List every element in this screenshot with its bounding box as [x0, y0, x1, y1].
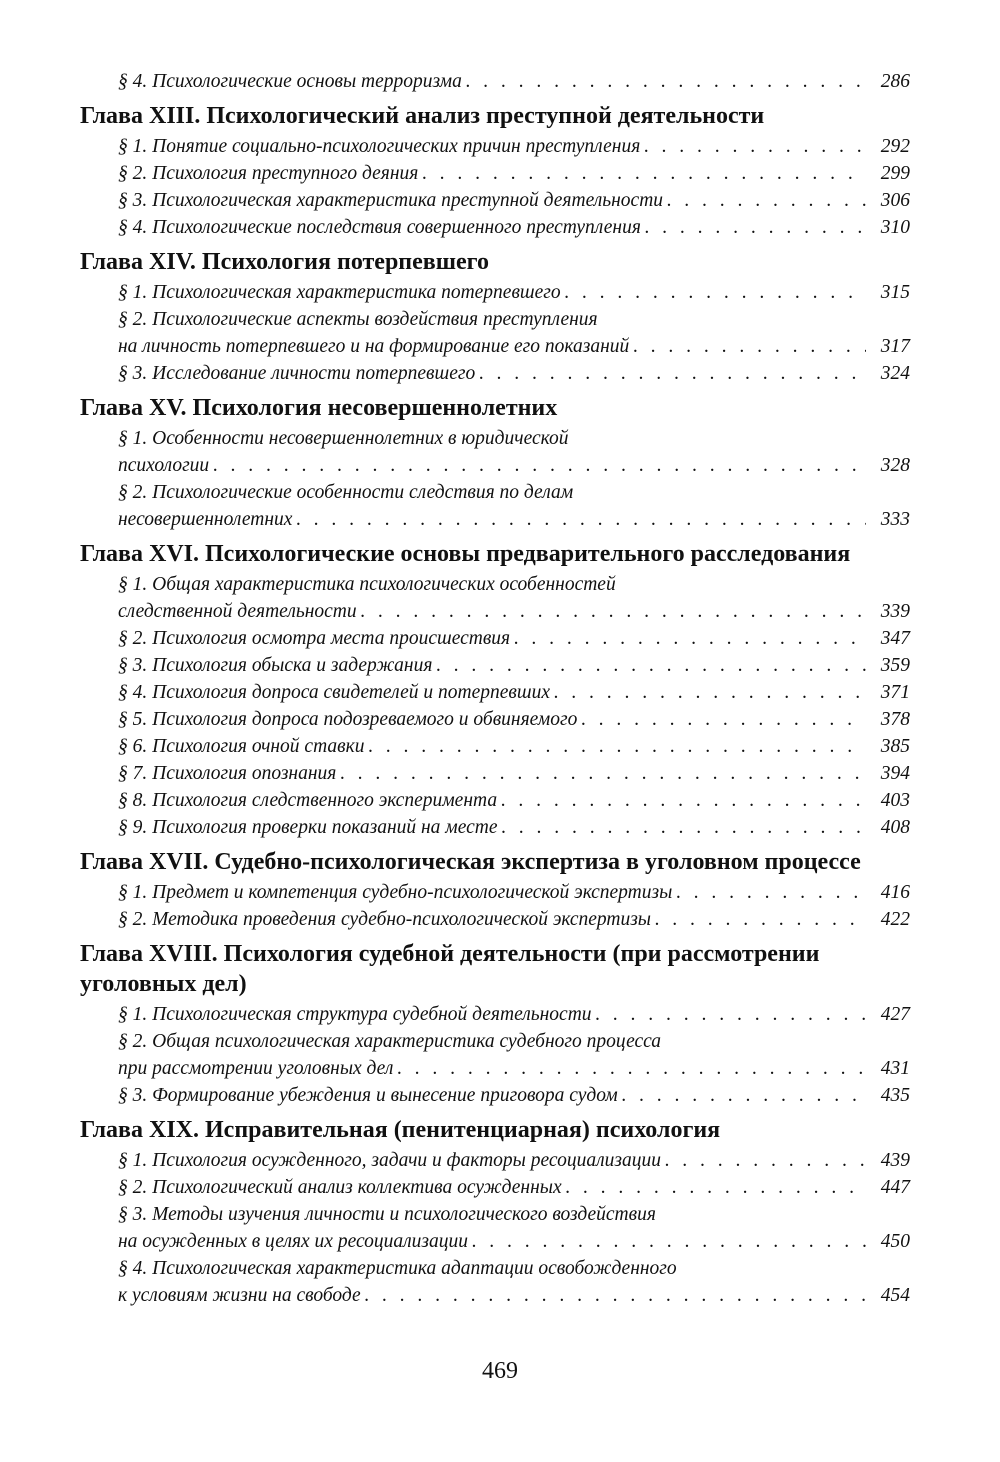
toc-entry-title: § 4. Психологические последствия совершенного преступления [118, 217, 641, 238]
toc-page-number: 299 [880, 163, 910, 184]
dot-leader [213, 452, 866, 479]
dot-leader [397, 1055, 866, 1082]
dot-leader [466, 68, 866, 95]
dot-leader [472, 1228, 866, 1255]
chapter-heading: Глава XIV. Психология потерпевшего [80, 249, 489, 275]
toc-entry [118, 187, 910, 214]
toc-page-number: 315 [880, 282, 910, 303]
toc-page-number: 306 [880, 190, 910, 211]
dot-leader [436, 652, 866, 679]
toc-entry [118, 160, 910, 187]
chapter-heading: Глава XVIII. Психология судебной деятельности (при рассмотрении уголовных дел) [80, 941, 820, 997]
toc-entry-title: следственной деятельности [118, 601, 357, 622]
dot-leader [644, 133, 866, 160]
toc-entry-title: § 3. Формирование убеждения и вынесение приговора судом [118, 1085, 618, 1106]
dot-leader [479, 360, 866, 387]
dot-leader [676, 879, 866, 906]
toc-page-number: 450 [880, 1231, 910, 1252]
toc-entry [118, 1082, 910, 1109]
toc-entry-title: § 1. Психологическая характеристика потерпевшего [118, 282, 561, 303]
toc-entry-title-line: § 2. Психологические особенности следствия по делам [118, 482, 574, 503]
toc-page-number: 408 [880, 817, 910, 838]
toc-entry [118, 1001, 910, 1028]
toc-entry-title: § 3. Психологическая характеристика преступной деятельности [118, 190, 664, 211]
toc-entry [118, 706, 910, 733]
toc-page-number: 310 [880, 217, 910, 238]
toc-entry [118, 652, 910, 679]
toc-entry-title: § 1. Психологическая структура судебной деятельности [118, 1004, 592, 1025]
chapter-heading: Глава XVI. Психологические основы предварительного расследования [80, 541, 851, 567]
toc-entry [118, 814, 910, 841]
toc-entry-title: несовершеннолетних [118, 509, 293, 530]
toc-page-number: 422 [880, 909, 910, 930]
toc-entry-title: психологии [118, 455, 210, 476]
toc-entry-title: при рассмотрении уголовных дел [118, 1058, 394, 1079]
toc-entry-title: на личность потерпевшего и на формирование его показаний [118, 336, 630, 357]
toc-entry [118, 214, 910, 241]
toc-entry-title: § 1. Понятие социально-психологических причин преступления [118, 136, 641, 157]
toc-entry-title-line: § 3. Методы изучения личности и психологического воздействия [118, 1204, 656, 1225]
toc-entry-title: § 2. Методика проведения судебно-психологической экспертизы [118, 909, 652, 930]
toc-page-number: 378 [880, 709, 910, 730]
chapter-heading: Глава XV. Психология несовершеннолетних [80, 395, 558, 421]
toc-page-number: 439 [880, 1150, 910, 1171]
toc-page-number: 339 [880, 601, 910, 622]
dot-leader [501, 787, 866, 814]
toc-entry-title-line: § 1. Особенности несовершеннолетних в юридической [118, 428, 569, 449]
dot-leader [296, 506, 866, 533]
toc-entry [118, 571, 910, 625]
toc-entry-title-line: § 4. Психологическая характеристика адаптации освобожденного [118, 1258, 677, 1279]
toc-entry-title: к условиям жизни на свободе [118, 1285, 361, 1306]
toc-entry-title: § 2. Психологический анализ коллектива осужденных [118, 1177, 562, 1198]
dot-leader [581, 706, 866, 733]
dot-leader [667, 187, 866, 214]
toc-entry-title: § 5. Психология допроса подозреваемого и обвиняемого [118, 709, 578, 730]
dot-leader [514, 625, 866, 652]
toc-entry-title: § 9. Психология проверки показаний на месте [118, 817, 498, 838]
toc-entry-title: на осужденных в целях их ресоциализации [118, 1231, 469, 1252]
dot-leader [633, 333, 866, 360]
toc-entry [118, 760, 910, 787]
toc-entry-title-line: § 2. Общая психологическая характеристика судебного процесса [118, 1031, 662, 1052]
dot-leader [502, 814, 866, 841]
toc-page-number: 371 [880, 682, 910, 703]
table-of-contents [80, 68, 910, 1309]
toc-page-number: 347 [880, 628, 910, 649]
toc-entry-title: § 3. Исследование личности потерпевшего [118, 363, 476, 384]
toc-entry [118, 360, 910, 387]
chapter-heading: Глава XVII. Судебно-психологическая экспертиза в уголовном процессе [80, 849, 861, 875]
toc-entry [118, 1174, 910, 1201]
toc-page-number: 292 [880, 136, 910, 157]
toc-entry-title: § 4. Психология допроса свидетелей и потерпевших [118, 682, 550, 703]
toc-entry-title: § 2. Психология преступного деяния [118, 163, 419, 184]
toc-entry [118, 787, 910, 814]
toc-entry-title: § 1. Предмет и компетенция судебно-психологической экспертизы [118, 882, 673, 903]
toc-entry [118, 1255, 910, 1309]
toc-page-number: 359 [880, 655, 910, 676]
toc-page-number: 328 [880, 455, 910, 476]
toc-page-number: 394 [880, 763, 910, 784]
toc-entry-title-line: § 1. Общая характеристика психологических особенностей [118, 574, 616, 595]
toc-entry [118, 425, 910, 479]
dot-leader [566, 1174, 866, 1201]
toc-page-number: 435 [880, 1085, 910, 1106]
toc-entry [118, 479, 910, 533]
toc-entry [118, 733, 910, 760]
dot-leader [369, 733, 867, 760]
toc-entry [118, 306, 910, 360]
dot-leader [565, 279, 866, 306]
dot-leader [645, 214, 866, 241]
toc-page-number: 416 [880, 882, 910, 903]
toc-entry [118, 1028, 910, 1082]
page-number: 469 [482, 1358, 518, 1384]
toc-page-number: 324 [880, 363, 910, 384]
toc-page-number: 431 [880, 1058, 910, 1079]
toc-entry-title: § 3. Психология обыска и задержания [118, 655, 433, 676]
toc-entry-title: § 1. Психология осужденного, задачи и факторы ресоциализации [118, 1150, 661, 1171]
dot-leader [554, 679, 866, 706]
chapter-heading: Глава XIII. Психологический анализ преступной деятельности [80, 103, 765, 129]
toc-entry-title: § 2. Психология осмотра места происшествия [118, 628, 511, 649]
dot-leader [665, 1147, 866, 1174]
toc-entry [118, 1147, 910, 1174]
toc-entry-title-line: § 2. Психологические аспекты воздействия преступления [118, 309, 598, 330]
toc-entry [118, 68, 910, 95]
toc-entry [118, 1201, 910, 1255]
dot-leader [422, 160, 866, 187]
toc-page-number: 454 [880, 1285, 910, 1306]
dot-leader [340, 760, 866, 787]
toc-entry [118, 625, 910, 652]
toc-page-number: 427 [880, 1004, 910, 1025]
dot-leader [655, 906, 866, 933]
toc-entry [118, 879, 910, 906]
dot-leader [365, 1282, 866, 1309]
toc-entry-title: § 4. Психологические основы терроризма [118, 71, 462, 92]
toc-entry-title: § 7. Психология опознания [118, 763, 337, 784]
toc-page-number: 317 [880, 336, 910, 357]
toc-entry [118, 679, 910, 706]
chapter-heading: Глава XIX. Исправительная (пенитенциарная) психология [80, 1117, 721, 1143]
dot-leader [361, 598, 866, 625]
dot-leader [596, 1001, 866, 1028]
toc-page-number: 286 [880, 71, 910, 92]
toc-entry-title: § 6. Психология очной ставки [118, 736, 365, 757]
toc-page-number: 447 [880, 1177, 910, 1198]
toc-entry [118, 279, 910, 306]
dot-leader [622, 1082, 866, 1109]
toc-page-number: 333 [880, 509, 910, 530]
toc-entry [118, 906, 910, 933]
toc-page-number: 385 [880, 736, 910, 757]
toc-page-number: 403 [880, 790, 910, 811]
toc-entry [118, 133, 910, 160]
toc-entry-title: § 8. Психология следственного эксперимента [118, 790, 498, 811]
